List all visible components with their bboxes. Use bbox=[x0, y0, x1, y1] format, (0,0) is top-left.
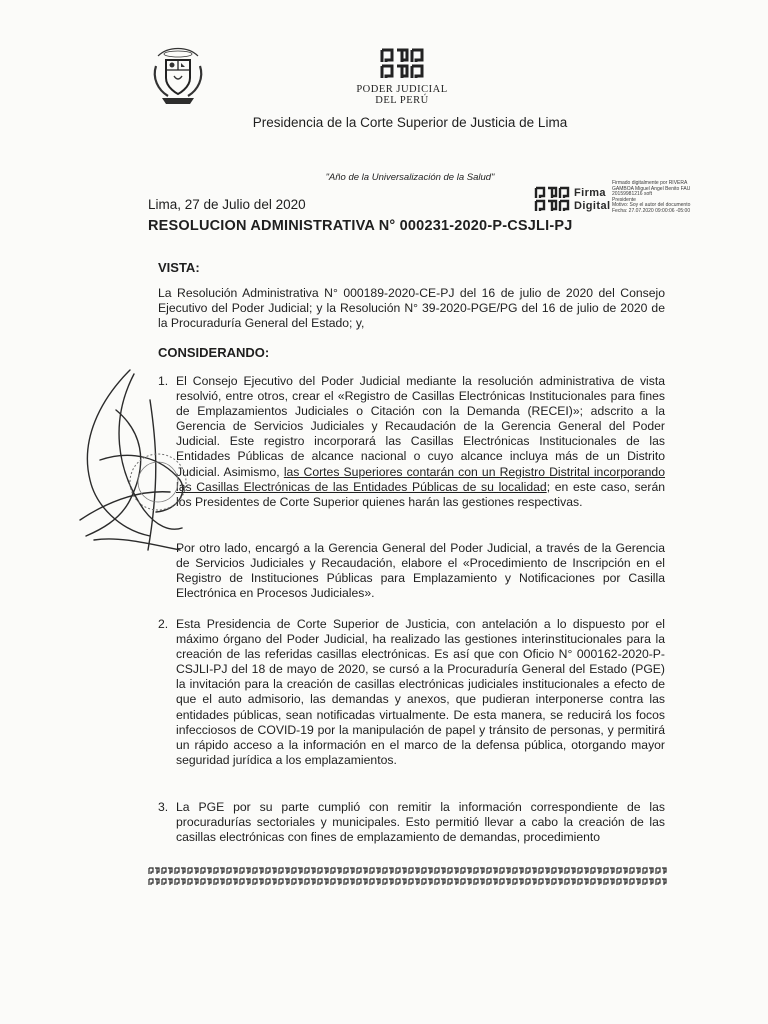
signer-line: GAMBOA Miguel Angel Benito FAU bbox=[612, 185, 691, 192]
city-date: Lima, 27 de Julio del 2020 bbox=[148, 197, 306, 212]
item1-underlined-text: las Cortes Superiores contarán con un Registro Distrital incorporando las Casillas Electrónicas de las Entidades Públicas de su localidad bbox=[176, 464, 665, 494]
digital-signature-details bbox=[612, 181, 722, 215]
signer-line: Presidente bbox=[612, 196, 636, 203]
item-number: 1. bbox=[158, 374, 169, 388]
signer-line: Fecha: 27.07.2020 09:00:06 -05:00 bbox=[612, 207, 691, 214]
item1-text-b: ; en este caso, serán los Presidentes de Corte Superior quienes harán las gestiones respectivas. bbox=[176, 479, 665, 509]
year-motto: "Año de la Universalización de la Salud" bbox=[325, 172, 495, 183]
institution-name-line1: PODER JUDICIAL bbox=[356, 84, 448, 95]
vista-heading: VISTA: bbox=[158, 260, 200, 275]
signer-line: Firmado digitalmente por RIVERA bbox=[612, 180, 688, 186]
item1-text-a: El Consejo Ejecutivo del Poder Judicial mediante la resolución administrativa de vista resolvió, entre otros, crear el «Registro de Casillas Electrónicas Institucionales para fines de Emplazamientos Judiciales o Citación con la Demanda (RECEI)»; adscrito a la Gerencia de Servicios Judiciales y Recaudación de la Gerencia General del Poder Judicial. Este registro incorporará las Casillas Electrónicas Institucionales de las Entidades Públicas de alcance nacional o cuyo alcance incluya más de un Distrito Judicial. Asimismo, bbox=[176, 374, 665, 479]
vista-paragraph: La Resolución Administrativa N° 000189-2020-CE-PJ del 16 de julio de 2020 del Consejo Ejecutivo del Poder Judicial; y la Resolución N° 39-2020-PGE/PG del 16 de julio de 2020 de la Procuraduría General del Estado; y, bbox=[158, 286, 665, 331]
signer-line: Motivo: Soy el autor del documento bbox=[612, 202, 691, 209]
poder-judicial-logo-icon bbox=[378, 46, 426, 82]
court-name: Presidencia de la Corte Superior de Justicia de Lima bbox=[252, 115, 568, 130]
considerando-item-1-second-paragraph: Por otro lado, encargó a la Gerencia General del Poder Judicial, a través de la Gerencia de Servicios Judiciales y Recaudación, elabore el «Procedimiento de Inscripción en el Registro de Instituciones Públicas para Emplazamiento y Notificaciones por Casilla Electrónica en Procesos Judiciales». bbox=[176, 541, 665, 601]
considerando-heading: CONSIDERANDO: bbox=[158, 345, 270, 360]
handwritten-signature bbox=[60, 360, 200, 560]
item-number: 2. bbox=[158, 617, 169, 631]
item-number: 3. bbox=[158, 800, 169, 814]
firma-digital-logo-icon bbox=[534, 186, 570, 214]
considerando-item-3: La PGE por su parte cumplió con remitir la información correspondiente de las procuradurías sectoriales y municipales. Esto permitió llevar a cabo la creación de las casillas electrónicas con fines de emplazamiento de demandas, procedimiento bbox=[176, 800, 665, 845]
digital-label: Digital bbox=[574, 200, 611, 212]
considerando-item-2: Esta Presidencia de Corte Superior de Justicia, con antelación a lo dispuesto por el máximo órgano del Poder Judicial, ha realizado las gestiones interinstitucionales para la creación de las referidas casillas electrónicas. Es así que con Oficio N° 000162-2020-P-CSJLI-PJ del 18 de mayo de 2020, se cursó a la Procuraduría General del Estado (PGE) la invitación para la creación de casillas electrónicas judiciales institucionales a efecto de que el auto admisorio, las demandas y anexos, que pudieran interponerse contra las entidades públicas, sean notificadas virtualmente. De esta manera, se reducirá los focos infecciosos de COVID-19 por la manipulación de papel y tránsito de personas, y permitirá un rápido acceso a la información en el marco de la defensa pública, otorgando mayor seguridad jurídica a los emplazamientos. bbox=[176, 617, 665, 767]
institution-name-line2: DEL PERÚ bbox=[375, 95, 429, 106]
signer-line: 20159981216 soft bbox=[612, 191, 653, 198]
considerando-item-1 bbox=[176, 374, 665, 510]
peru-coat-of-arms-icon bbox=[150, 44, 206, 106]
firma-label: Firma bbox=[574, 187, 606, 199]
resolution-title: RESOLUCION ADMINISTRATIVA N° 000231-2020-P-CSJLI-PJ bbox=[148, 218, 573, 234]
security-pattern-band bbox=[148, 867, 668, 889]
